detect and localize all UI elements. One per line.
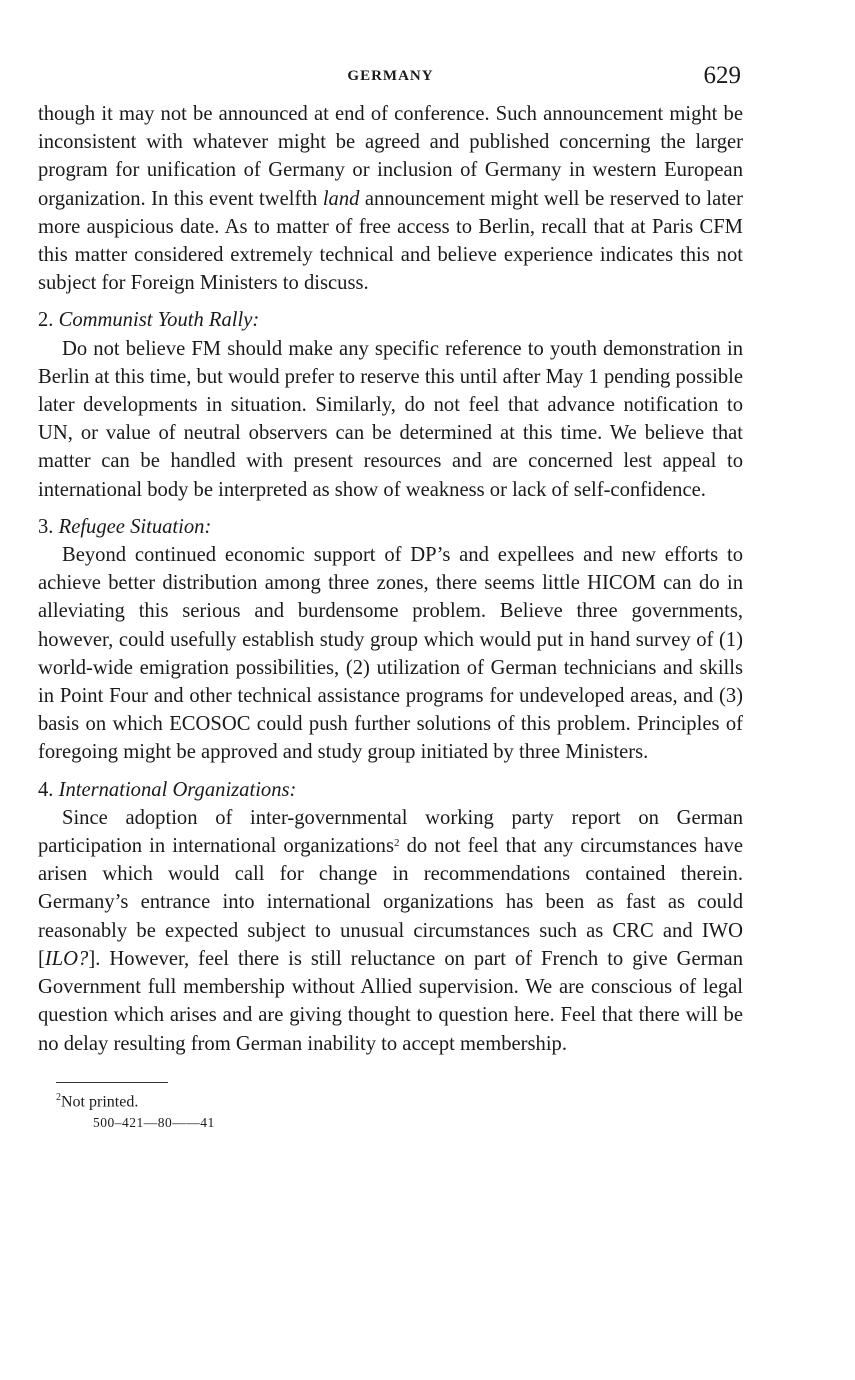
intro-text-1: though it may not be announced at end of conference. Such announcement might be inconsistent with whatever might be agreed and published concerning the larger program for unification of Germany or inclusion of Germany in western European organization. In this event twelfth bbox=[38, 103, 743, 210]
section-4-body bbox=[38, 804, 743, 1058]
section-3-body: Beyond continued economic support of DP’s and expellees and new efforts to achieve better distribution among three zones, there seems little HICOM can do in alleviating this serious and burdensome problem. Believe three governments, however, could usefully establish study group which would put in hand survey of (1) world-wide emigration possibilities, (2) utilization of German technicians and skills in Point Four and other technical assistance programs for undeveloped areas, and (3) basis on which ECOSOC could push further solutions of this problem. Principles of foregoing might be approved and study group initiated by three Ministers. bbox=[38, 544, 743, 764]
section-3-heading bbox=[38, 513, 743, 541]
footnote-marker: 2 bbox=[56, 1091, 61, 1103]
intro-paragraph bbox=[38, 100, 743, 297]
section-4-number: 4. bbox=[38, 778, 54, 801]
section-3-number: 3. bbox=[38, 515, 54, 538]
section-4-text-2: do not feel that any circumstances have arisen which would call for change in recommendations contained therein. Germany’s entrance into international organizations has been as fast as could reasonably be expected subject to unusual circumstances such as CRC and IWO [ bbox=[38, 835, 743, 970]
section-2-number: 2. bbox=[38, 309, 54, 332]
section-4-title: International Organizations: bbox=[58, 778, 297, 801]
footnote-text: Not printed. bbox=[61, 1093, 139, 1111]
running-head: GERMANY bbox=[347, 68, 434, 84]
footnote-divider bbox=[56, 1082, 168, 1083]
footnote bbox=[38, 1087, 743, 1113]
document-page bbox=[38, 60, 743, 1131]
section-2-heading bbox=[38, 306, 743, 334]
page-number: 629 bbox=[703, 62, 741, 89]
print-code: 500–421—80——41 bbox=[93, 1115, 215, 1131]
section-2-title: Communist Youth Rally: bbox=[58, 309, 260, 332]
page-header bbox=[38, 60, 743, 100]
section-4-text-1: Since adoption of inter-governmental working party report on German participation in international organizations bbox=[38, 806, 743, 858]
intro-text-2: announcement might well be reserved to later more auspicious date. As to matter of free access to Berlin, recall that at Paris CFM this matter considered extremely technical and believe experience indicates this not subject for Foreign Ministers to discuss. bbox=[38, 187, 743, 295]
section-2-body: Do not believe FM should make any specific reference to youth demonstration in Berlin at this time, but would prefer to reserve this until after May 1 pending possible later developments in situation. Similarly, do not feel that advance notification to UN, or value of neutral observers can be determined at this time. We believe that matter can be handled with present resources and are concerned lest appeal to international body be interpreted as show of weakness or lack of self-confidence. bbox=[38, 337, 743, 501]
section-4-text-3: ]. However, feel there is still reluctance on part of French to give German Government full membership without Allied supervision. We are conscious of legal question which arises and are giving thought to question here. Feel that there will be no delay resulting from German inability to accept membership. bbox=[38, 947, 743, 1055]
intro-emphasis: land bbox=[322, 187, 360, 210]
section-3-title: Refugee Situation: bbox=[58, 515, 212, 538]
section-4-heading bbox=[38, 776, 743, 804]
footnote-reference: 2 bbox=[394, 837, 400, 850]
section-4-emphasis: ILO? bbox=[44, 947, 89, 970]
